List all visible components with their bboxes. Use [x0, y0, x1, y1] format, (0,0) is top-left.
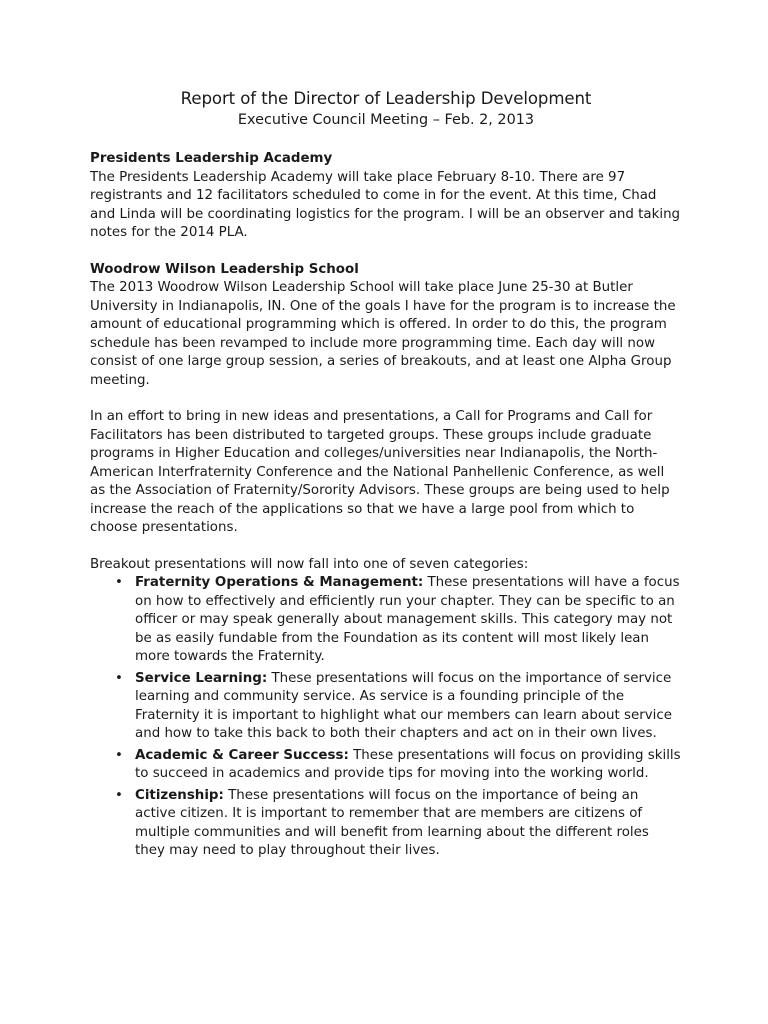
- category-name: Fraternity Operations & Management:: [135, 575, 424, 590]
- category-name: Citizenship:: [135, 787, 224, 803]
- list-item: [90, 574, 682, 667]
- section-presidents-leadership-academy: [90, 150, 682, 243]
- document-subtitle: Executive Council Meeting – Feb. 2, 2013: [237, 112, 535, 128]
- list-item: [90, 747, 682, 784]
- category-list: [90, 574, 682, 861]
- bullet-icon: •: [115, 787, 123, 803]
- document-title: Report of the Director of Leadership Development: [180, 89, 592, 108]
- category-description: These presentations will have a focus on how to effectively and efficiently run your chapter. They can be specific to an officer or may speak generally about management skills. This category may not be as easily fundable from the Foundation as its content will most likely lean more towards the Fraternity.: [135, 575, 680, 664]
- call-for-programs-paragraph: In an effort to bring in new ideas and presentations, a Call for Programs and Call for Facilitators has been distributed to targeted groups. These groups include graduate programs in Higher Education and colleges/universities near Indianapolis, the North-American Interfraternity Conference and the National Panhellenic Conference, as well as the Association of Fraternity/Sorority Advisors. These groups are being used to help increase the reach of the applications so that we have a large pool from which to choose presentations.: [90, 409, 670, 535]
- list-item: [90, 670, 682, 744]
- section-heading: Woodrow Wilson Leadership School: [90, 261, 359, 277]
- category-name: Academic & Career Success:: [135, 747, 349, 763]
- bullet-icon: •: [115, 575, 123, 590]
- bullet-icon: •: [115, 670, 123, 686]
- list-item: [90, 787, 682, 861]
- document-page: [90, 88, 682, 864]
- breakout-intro: Breakout presentations will now fall into one of seven categories:: [90, 556, 529, 572]
- section-body: The Presidents Leadership Academy will take place February 8-10. There are 97 registrants and 12 facilitators scheduled to come in for the event. At this time, Chad and Linda will be coordinating logistics for the program. I will be an observer and taking notes for the 2014 PLA.: [90, 169, 681, 240]
- category-description: These presentations will focus on providing skills to succeed in academics and provide tips for moving into the working world.: [135, 747, 681, 781]
- category-name: Service Learning:: [135, 670, 268, 686]
- section-woodrow-wilson-leadership-school: [90, 261, 682, 391]
- bullet-icon: •: [115, 747, 123, 763]
- section-body: The 2013 Woodrow Wilson Leadership School will take place June 25-30 at Butler University in Indianapolis, IN. One of the goals I have for the program is to increase the amount of educational programming which is offered. In order to do this, the program schedule has been revamped to include more programming time. Each day will now consist of one large group session, a series of breakouts, and at least one Alpha Group meeting.: [90, 280, 676, 388]
- category-description: These presentations will focus on the importance of being an active citizen. It is important to remember that are members are citizens of multiple communities and will benefit from learning about the different roles they may need to play throughout their lives.: [135, 787, 649, 858]
- section-heading: Presidents Leadership Academy: [90, 151, 333, 166]
- category-description: These presentations will focus on the importance of service learning and community service. As service is a founding principle of the Fraternity it is important to highlight what our members can learn about service and how to take this back to both their chapters and act on in their own lives.: [135, 670, 672, 741]
